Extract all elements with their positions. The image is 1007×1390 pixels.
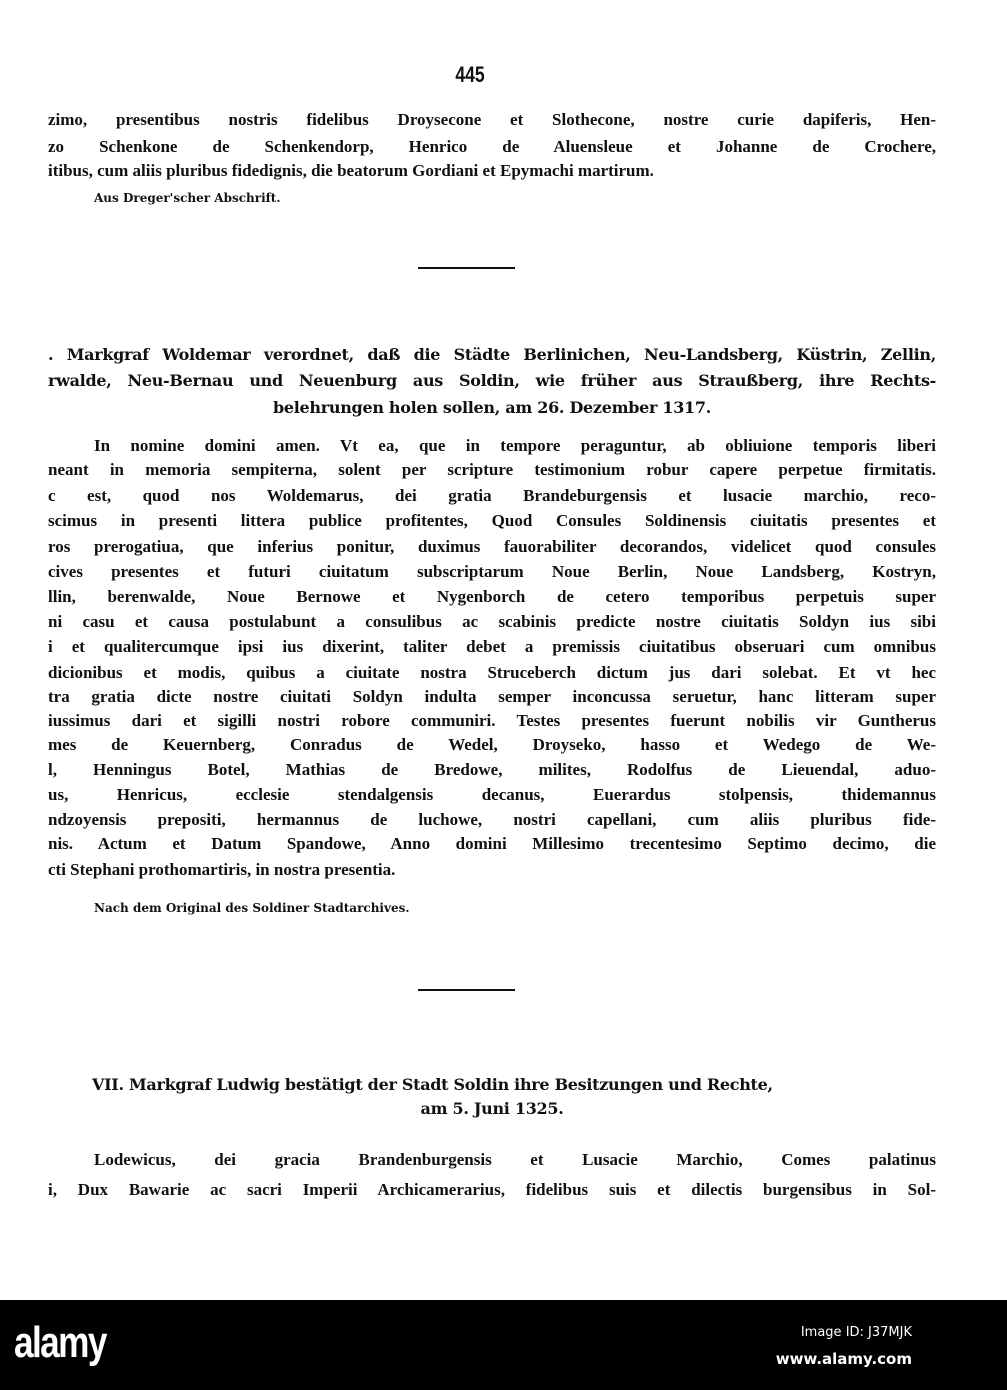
text-line: i, Dux Bawarie ac sacri Imperii Archicamerarius, fidelibus suis et dilectis burgensibus in Sol- (48, 1180, 936, 1199)
document-heading: . Markgraf Woldemar verordnet, daß die Städte Berlinichen, Neu-Landsberg, Küstrin, Zellin, (48, 345, 936, 364)
section-divider (418, 267, 515, 269)
source-note: Aus Dreger'scher Abschrift. (94, 191, 281, 205)
text-line: dicionibus et modis, quibus a ciuitate nostra Struceberch dictum jus dari solebat. Et vt hec (48, 663, 936, 682)
text-line: scimus in presenti littera publice profitentes, Quod Consules Soldinensis ciuitatis presentes et (48, 511, 936, 530)
text-line: tra gratia dicte nostre ciuitati Soldyn indulta semper inconcussa seruetur, hanc litteram super (48, 687, 936, 706)
alamy-logo: alamy (14, 1318, 106, 1367)
watermark-url: www.alamy.com (775, 1350, 912, 1368)
text-line: llin, berenwalde, Noue Bernowe et Nygenborch de cetero temporibus perpetuis super (48, 587, 936, 606)
text-line: us, Henricus, ecclesie stendalgensis decanus, Euerardus stolpensis, thidemannus (48, 785, 936, 804)
text-line: itibus, cum aliis pluribus fidedignis, die beatorum Gordiani et Epymachi martirum. (48, 161, 654, 180)
text-line: cives presentes et futuri ciuitatum subscriptarum Noue Berlin, Noue Landsberg, Kostryn, (48, 562, 936, 581)
text-line: ni casu et causa postulabunt a consulibus ac scabinis predicte nostre ciuitatis Soldyn ius sibi (48, 612, 936, 631)
page-number: 445 (455, 62, 485, 87)
text-line: zimo, presentibus nostris fidelibus Droysecone et Slothecone, nostre curie dapiferis, Hen- (48, 110, 936, 129)
text-line: l, Henningus Botel, Mathias de Bredowe, milites, Rodolfus de Lieuendal, aduo- (48, 760, 936, 779)
text-line: zo Schenkone de Schenkendorp, Henrico de Aluensleue et Johanne de Crochere, (48, 137, 936, 156)
text-line: ndzoyensis prepositi, hermannus de luchowe, nostri capellani, cum aliis pluribus fide- (48, 810, 936, 829)
text-line: ros prerogatiua, que inferius ponitur, duximus fauorabiliter decorandos, videlicet quod consules (48, 537, 936, 556)
text-line: In nomine domini amen. Vt ea, que in tempore peraguntur, ab obliuione temporis liberi (94, 436, 936, 455)
document-heading: rwalde, Neu-Bernau und Neuenburg aus Soldin, wie früher aus Straußberg, ihre Rechts- (48, 371, 936, 390)
text-line: c est, quod nos Woldemarus, dei gratia Brandeburgensis et lusacie marchio, reco- (48, 486, 936, 505)
text-line: nis. Actum et Datum Spandowe, Anno domini Millesimo trecentesimo Septimo decimo, die (48, 834, 936, 853)
document-heading: VII. Markgraf Ludwig bestätigt der Stadt Soldin ihre Besitzungen und Rechte, (92, 1075, 773, 1094)
text-line: neant in memoria sempiterna, solent per scripture testimonium robur capere perpetue firmitatis. (48, 460, 936, 479)
watermark-bar (0, 1300, 1007, 1390)
image-id: Image ID: J37MJK (800, 1325, 912, 1340)
text-line: mes de Keuernberg, Conradus de Wedel, Droyseko, hasso et Wedego de We- (48, 735, 936, 754)
document-heading: belehrungen holen sollen, am 26. Dezember 1317. (273, 398, 711, 417)
text-line: cti Stephani prothomartiris, in nostra presentia. (48, 860, 396, 879)
source-note: Nach dem Original des Soldiner Stadtarchives. (94, 901, 410, 915)
section-divider (418, 989, 515, 991)
text-line: i et qualitercumque ipsi ius dixerint, taliter debet a premissis ciuitatibus obseruari cum omnibus (48, 637, 936, 656)
document-heading: am 5. Juni 1325. (420, 1099, 564, 1118)
text-line: iussimus dari et sigilli nostri robore communiri. Testes presentes fuerunt nobilis vir Guntherus (48, 711, 936, 730)
text-line: Lodewicus, dei gracia Brandenburgensis et Lusacie Marchio, Comes palatinus (94, 1150, 936, 1169)
